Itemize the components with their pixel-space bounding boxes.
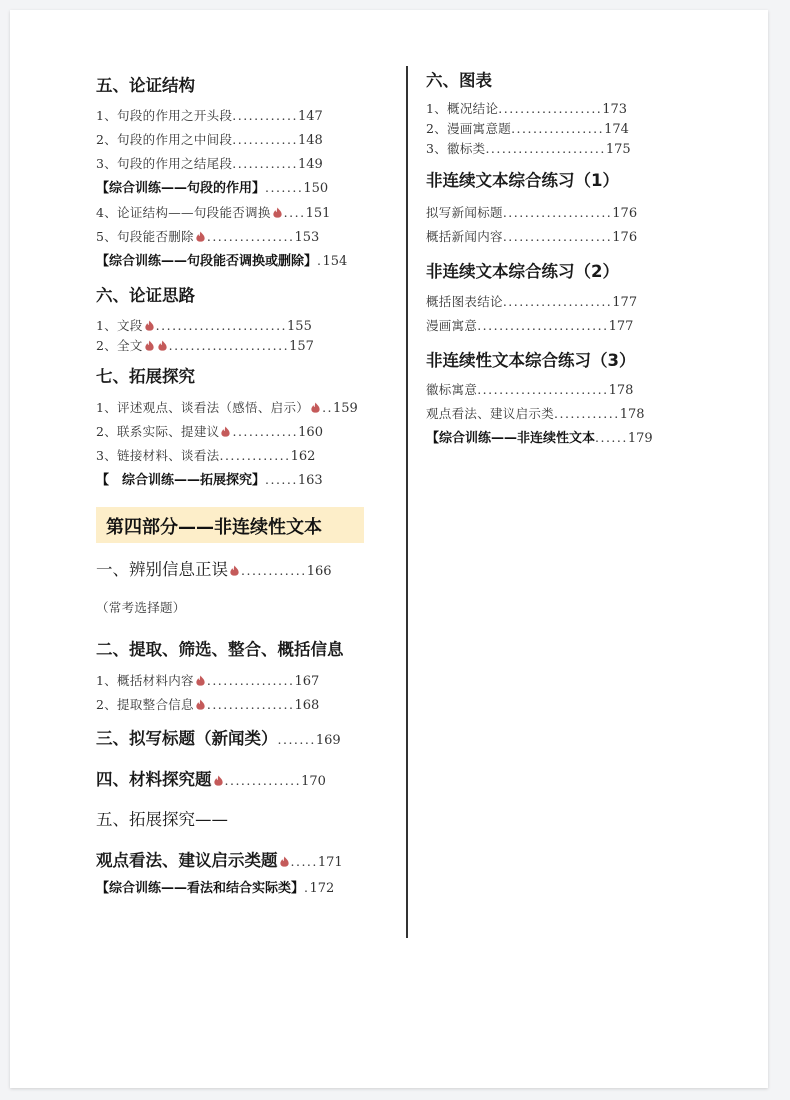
toc-entry[interactable]: 概括图表结论....................177: [426, 294, 638, 310]
training-entry[interactable]: 【综合训练——看法和结合实际类】.172: [96, 880, 335, 896]
toc-entry[interactable]: 5、句段能否删除 ................153: [96, 229, 320, 245]
toc-entry[interactable]: 拟写新闻标题....................176: [426, 205, 638, 221]
toc-entry[interactable]: 2、联系实际、提建议 ............160: [96, 424, 323, 440]
toc-entry[interactable]: 1、文段 ........................155: [96, 318, 312, 334]
toc-entry[interactable]: 概括新闻内容....................176: [426, 229, 638, 245]
toc-entry[interactable]: 1、句段的作用之开头段............147: [96, 108, 323, 124]
flame-icon: [279, 856, 290, 867]
toc-entry[interactable]: 1、概括材料内容 ................167: [96, 673, 320, 689]
flame-icon: [157, 340, 168, 351]
toc-entry[interactable]: 三、拟写标题（新闻类）.......169: [96, 729, 341, 748]
toc-entry[interactable]: 漫画寓意........................177: [426, 318, 634, 334]
right-column: [426, 10, 716, 1088]
document-page: [10, 10, 768, 1088]
toc-entry[interactable]: 观点看法、建议启示类题 .....171: [96, 851, 343, 870]
toc-entry[interactable]: 观点看法、建议启示类............178: [426, 406, 645, 422]
part-banner: [96, 507, 364, 543]
section-heading: 六、论证思路: [96, 286, 195, 305]
flame-icon: [144, 340, 155, 351]
toc-entry[interactable]: 3、链接材料、谈看法.............162: [96, 448, 316, 464]
left-column: [96, 10, 406, 1088]
flame-icon: [272, 207, 283, 218]
column-divider: [406, 66, 408, 938]
flame-icon: [229, 565, 240, 576]
toc-entry[interactable]: 4、论证结构——句段能否调换 ....151: [96, 205, 331, 221]
toc-entry[interactable]: 3、句段的作用之结尾段............149: [96, 156, 323, 172]
training-entry[interactable]: 【综合训练——句段的作用】.......150: [96, 180, 329, 196]
flame-icon: [213, 775, 224, 786]
section-heading: 六、图表: [426, 71, 492, 90]
section-heading: 七、拓展探究: [96, 367, 195, 386]
toc-entry[interactable]: 一、辨别信息正误 ............166: [96, 560, 332, 579]
flame-icon: [195, 699, 206, 710]
flame-icon: [195, 675, 206, 686]
toc-entry[interactable]: 徽标寓意........................178: [426, 382, 634, 398]
section-heading: 五、拓展探究——: [96, 810, 228, 829]
section-heading: 二、提取、筛选、整合、概括信息: [96, 640, 344, 659]
toc-entry[interactable]: 四、材料探究题 ..............170: [96, 770, 326, 789]
section-heading: 非连续性文本综合练习（3）: [426, 351, 636, 370]
toc-entry[interactable]: 2、全文 ......................157: [96, 338, 314, 354]
toc-entry[interactable]: 1、概况结论...................173: [426, 101, 628, 117]
toc-entry[interactable]: 1、评述观点、谈看法（感悟、启示） ..159: [96, 400, 358, 416]
toc-entry[interactable]: 3、徽标类......................175: [426, 141, 631, 157]
flame-icon: [144, 320, 155, 331]
training-entry[interactable]: 【 综合训练——拓展探究】......163: [96, 472, 323, 488]
toc-entry[interactable]: 2、提取整合信息 ................168: [96, 697, 320, 713]
section-note: （常考选择题）: [96, 600, 186, 615]
section-heading: 非连续文本综合练习（1）: [426, 171, 619, 190]
toc-entry[interactable]: 2、句段的作用之中间段............148: [96, 132, 323, 148]
flame-icon: [220, 426, 231, 437]
section-heading: 非连续文本综合练习（2）: [426, 262, 619, 281]
flame-icon: [195, 231, 206, 242]
flame-icon: [310, 402, 321, 413]
toc-entry[interactable]: 2、漫画寓意题.................174: [426, 121, 629, 137]
training-entry[interactable]: 【综合训练——句段能否调换或删除】.154: [96, 253, 348, 269]
training-entry[interactable]: 【综合训练——非连续性文本......179: [426, 430, 653, 446]
part-title: 第四部分——非连续性文本: [106, 517, 322, 538]
section-heading: 五、论证结构: [96, 76, 195, 95]
